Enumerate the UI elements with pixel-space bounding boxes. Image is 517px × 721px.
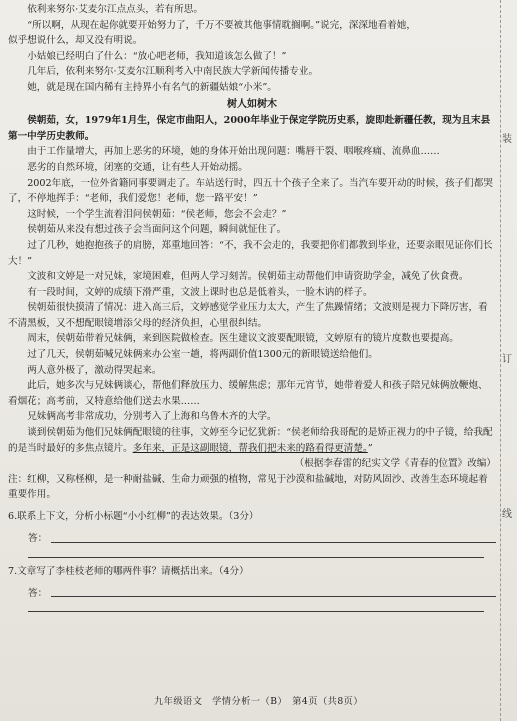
paragraph: 过了几天，侯朝茹喊兄妹俩来办公室一趟，将两副价值1300元的新眼镜送给他们。	[27, 349, 378, 361]
paragraph: 似乎想说什么，却又没有明说。	[8, 35, 143, 47]
underlined-sentence: 多年来，正是这副眼镜，帮我们把未来的路看得更清楚。	[132, 442, 368, 454]
paragraph: 恶劣的自然环境，闭塞的交通，让有些人开始动摇。	[27, 161, 248, 173]
annotation-note: 注：红柳，又称柽柳，是一种耐盐碱、生命力顽强的植物，常见于沙漠和盐碱地，对防风固沙、改善生态环境起着重要作用。	[8, 473, 488, 501]
paragraph: 过了几秒，她抱抱孩子的肩膀，郑重地回答：“不，我不会走的，我要把你们都教到毕业，还要亲眼见证你们长大！”	[8, 239, 493, 267]
paragraph: 两人意外极了，激动得哭起来。	[27, 364, 162, 376]
binding-char-1: 装	[502, 134, 512, 145]
answer-label: 答：	[28, 587, 48, 599]
binding-char-3: 线	[502, 509, 512, 520]
quote-text: 谈到侯朝茹为他们兄妹俩配眼镜的往事，文婷至今记忆犹新：“侯老师给我哥配的是矫正视力的中子镜，给我配的是当时最好的多焦点镜片。	[8, 427, 493, 454]
paragraph: 此后，她多次与兄妹俩谈心，帮他们释放压力、缓解焦虑；那年元宵节，她带着爱人和孩子陪兄妹俩放鞭炮、看烟花；高考前，又特意给他们送去水果……	[8, 380, 488, 407]
paragraph: 有一段时间，文婷的成绩下滑严重，文波上课时也总是低着头，一脸木讷的样子。	[27, 286, 373, 298]
paragraph: 周末，侯朝茹带着兄妹俩，来到医院做检查。医生建议文波要配眼镜，文婷原有的镜片度数也要提高。	[27, 333, 459, 345]
paragraph: 侯朝茹从来没有想过孩子会当面问这个问题，瞬间就怔住了。	[27, 224, 287, 236]
paragraph: “所以啊，从现在起你就要开始努力了，千万不要被其他事情耽搁啊。”说完，深深地看着她，	[27, 19, 416, 31]
answer-area-6[interactable]	[28, 525, 496, 547]
paragraph: 她，就是现在国内稀有主持界小有名气的新疆姑娘“小米”。	[27, 81, 277, 93]
paragraph: 依利来努尔·艾麦尔江点点头，若有所思。	[27, 4, 203, 15]
paragraph: 2002年底，一位外省籍同事要调走了。车站送行时，四五十个孩子全来了。当汽车要开动的时候，孩子们都哭了，不停地挥手：“老师，我们爱您！老师，您一路平安！”	[8, 177, 493, 205]
paragraph: 由于工作量增大，再加上恶劣的环境，她的身体开始出现问题：嘴唇干裂、咽喉疼痛、流鼻血……	[27, 146, 440, 158]
page-footer: 九年级语文 学情分析一（B） 第4页（共8页）	[153, 696, 364, 707]
paragraph: 小姑娘已经明白了什么：“放心吧老师，我知道该怎么做了！”	[27, 50, 287, 62]
reading-passage	[8, 2, 496, 612]
source-citation: （根据李春雷的纪实文学《青春的位置》改编）	[294, 458, 496, 470]
paragraph: 这时候，一个学生流着泪问侯朝茹：“侯老师，您会不会走？”	[27, 208, 287, 220]
question-7: 7.文章写了李桂枝老师的哪两件事？请概括出来。（4分）	[8, 565, 249, 577]
intro-paragraph: 侯朝茹，女，1979年1月生，保定市曲阳人，2000年毕业于保定学院历史系，旋即赴新疆任教，现为且末县第一中学历史教师。	[8, 115, 491, 142]
paragraph: 几年后，依利来努尔·艾麦尔江顺利考入中南民族大学新闻传播专业。	[27, 66, 319, 78]
quote-close: ”	[367, 442, 373, 454]
quote-paragraph	[8, 425, 496, 456]
binding-char-2: 订	[502, 354, 512, 365]
answer-line	[51, 541, 496, 543]
paragraph: 侯朝茹很快摸清了情况：进入高三后，文婷感觉学业压力太大，产生了焦躁情绪；文波则是视力下降厉害，看不清黑板，又不想配眼镜增添父母的经济负担，心里很纠结。	[8, 302, 488, 329]
answer-line	[51, 595, 496, 597]
answer-label: 答：	[28, 533, 48, 544]
section-title: 树人如树木	[227, 98, 277, 110]
question-6: 6.联系上下文，分析小标题“小小红柳”的表达效果。（3分）	[8, 511, 259, 522]
answer-line[interactable]	[28, 611, 484, 612]
answer-line[interactable]	[28, 557, 484, 558]
paragraph: 文波和文婷是一对兄妹，家境困难，但两人学习刻苦。侯朝茹主动帮他们申请资助学金，减免了伙食费。	[27, 271, 469, 283]
answer-area-7[interactable]	[28, 579, 496, 601]
paragraph: 兄妹俩高考非常成功，分别考入了上海和乌鲁木齐的大学。	[27, 411, 277, 423]
